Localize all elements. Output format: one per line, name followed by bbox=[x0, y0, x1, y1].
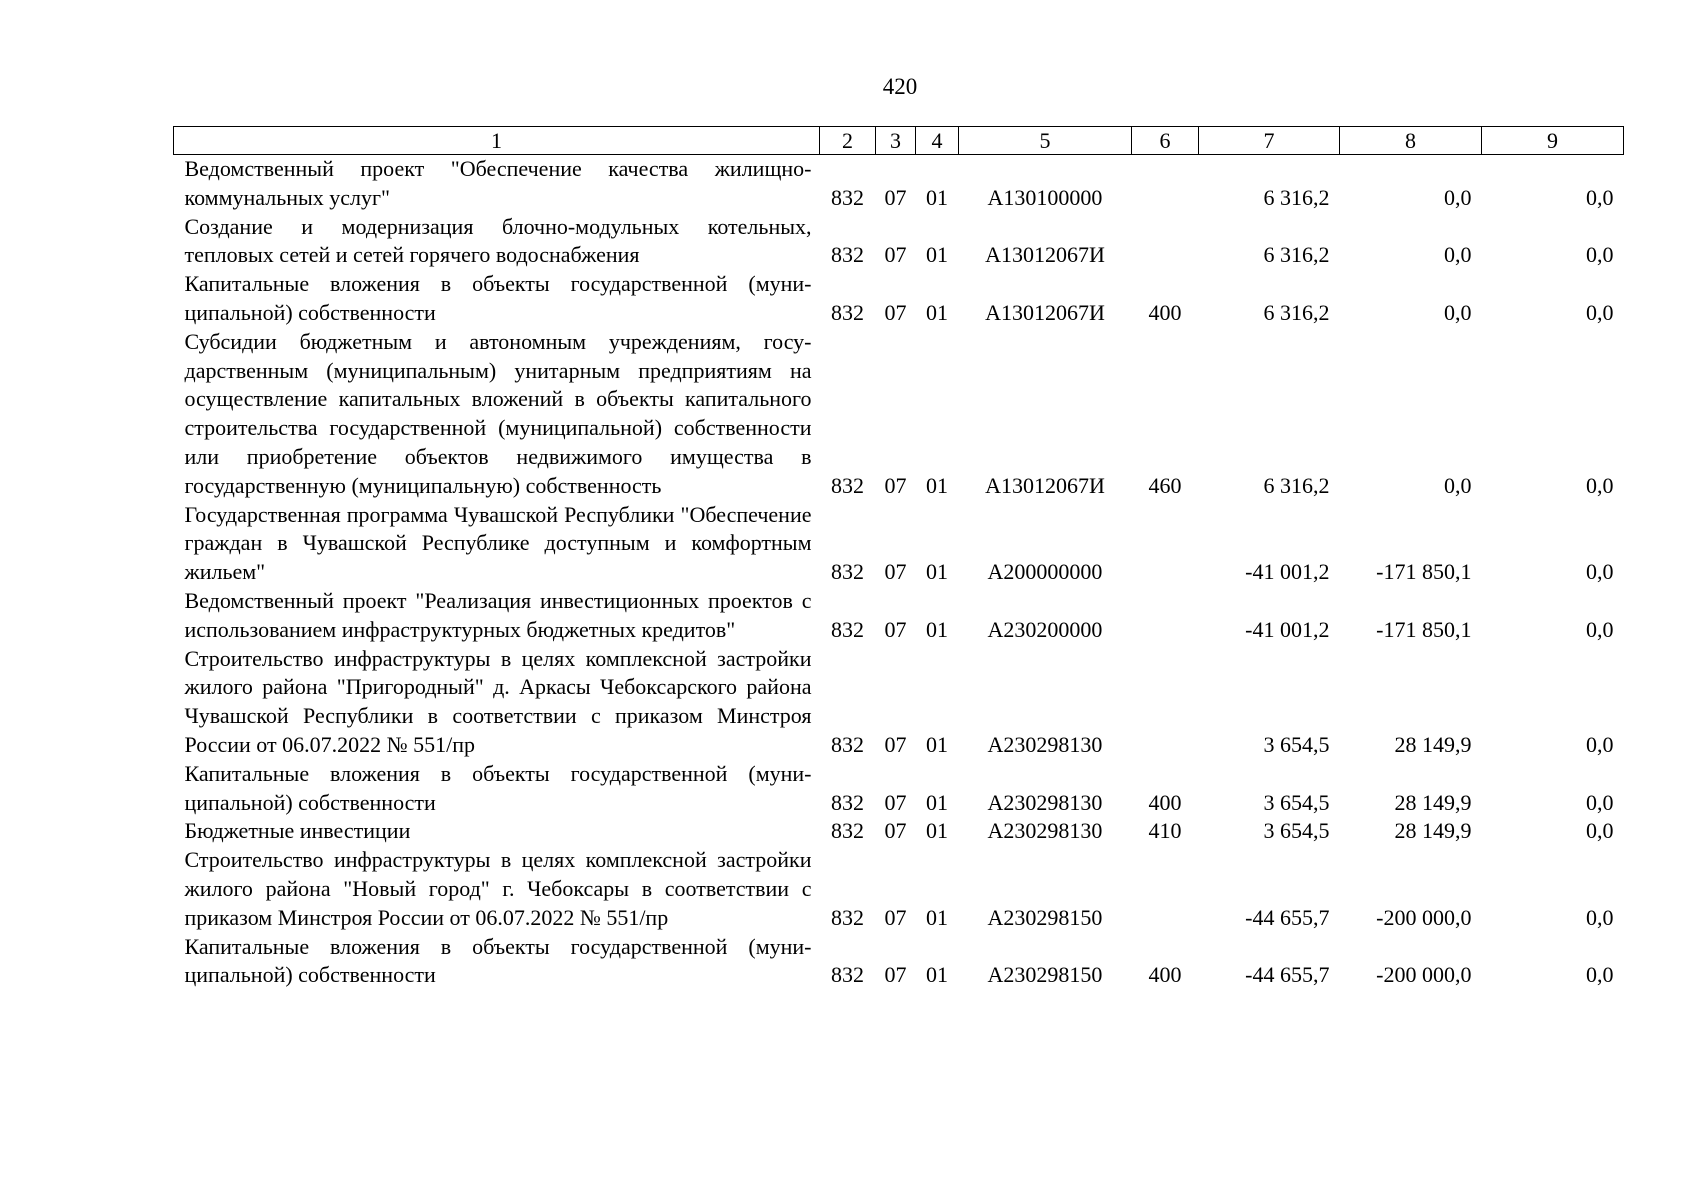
header-col-3: 3 bbox=[876, 127, 916, 155]
row-section-code: 07 bbox=[884, 559, 907, 585]
row-amount-col-7: -41 001,2 bbox=[1245, 616, 1330, 642]
row-amount-col-9: 0,0 bbox=[1586, 242, 1614, 268]
row-section-code: 07 bbox=[884, 962, 907, 988]
row-grbs-code: 832 bbox=[831, 731, 864, 757]
row-target-article-code: А230298150 bbox=[987, 904, 1103, 930]
row-amount-col-7: 6 316,2 bbox=[1263, 184, 1330, 210]
row-grbs-code: 832 bbox=[831, 818, 864, 844]
header-col-9: 9 bbox=[1482, 127, 1624, 155]
row-name: Государственная программа Чувашской Республики "Обеспечение граждан в Чувашской Республике доступным и комфортным жильем" bbox=[184, 501, 812, 585]
row-subsection-code: 01 bbox=[926, 904, 948, 930]
row-grbs-code: 832 bbox=[831, 904, 864, 930]
row-section-code: 07 bbox=[884, 616, 907, 642]
row-amount-col-8: 0,0 bbox=[1444, 472, 1472, 498]
row-subsection-code: 01 bbox=[926, 299, 948, 325]
row-expense-type-code bbox=[1132, 155, 1199, 213]
row-section-code: 07 bbox=[884, 731, 907, 757]
row-section-code: 07 bbox=[884, 472, 907, 498]
table-row bbox=[174, 817, 1624, 846]
row-name: Ведомственный проект "Реализация инвестиционных проектов с использованием инфраструктурных бюджетных кредитов" bbox=[184, 587, 812, 642]
row-subsection-code: 01 bbox=[926, 242, 948, 268]
row-expense-type-code: 460 bbox=[1148, 472, 1182, 498]
row-amount-col-7: 6 316,2 bbox=[1263, 472, 1330, 498]
row-subsection-code: 01 bbox=[926, 472, 948, 498]
row-name: Бюджетные инвестиции bbox=[184, 818, 411, 844]
row-section-code: 07 bbox=[884, 904, 907, 930]
row-target-article-code: А13012067И bbox=[985, 472, 1105, 498]
row-amount-col-9: 0,0 bbox=[1586, 904, 1614, 930]
row-amount-col-9: 0,0 bbox=[1586, 616, 1614, 642]
row-grbs-code: 832 bbox=[831, 559, 864, 585]
row-section-code: 07 bbox=[884, 242, 907, 268]
row-name: Капитальные вложения в объекты государственной (муниципальной) собственности bbox=[184, 760, 812, 815]
row-target-article-code: А230298130 bbox=[987, 818, 1103, 844]
header-col-7: 7 bbox=[1199, 127, 1340, 155]
row-subsection-code: 01 bbox=[926, 962, 948, 988]
row-amount-col-8: -200 000,0 bbox=[1376, 962, 1472, 988]
row-amount-col-7: -41 001,2 bbox=[1245, 559, 1330, 585]
row-amount-col-8: 28 149,9 bbox=[1394, 731, 1472, 757]
row-target-article-code: А230298130 bbox=[987, 731, 1103, 757]
row-amount-col-9: 0,0 bbox=[1586, 731, 1614, 757]
header-col-8: 8 bbox=[1340, 127, 1482, 155]
row-amount-col-9: 0,0 bbox=[1586, 962, 1614, 988]
table-row bbox=[174, 328, 1624, 501]
row-name: Капитальные вложения в объекты государственной (муниципальной) собственности bbox=[184, 271, 812, 325]
row-amount-col-9: 0,0 bbox=[1586, 818, 1614, 844]
row-grbs-code: 832 bbox=[831, 184, 864, 210]
row-amount-col-9: 0,0 bbox=[1586, 472, 1614, 498]
header-col-6: 6 bbox=[1132, 127, 1199, 155]
row-name: Ведомственный проект "Обеспечение качества жилищно-коммунальных услуг" bbox=[184, 156, 812, 210]
row-amount-col-7: 6 316,2 bbox=[1263, 242, 1330, 268]
row-amount-col-7: 3 654,5 bbox=[1263, 789, 1330, 815]
table-row bbox=[174, 933, 1624, 991]
row-target-article-code: А13012067И bbox=[985, 299, 1105, 325]
row-target-article-code: А230200000 bbox=[987, 616, 1103, 642]
row-subsection-code: 01 bbox=[926, 616, 948, 642]
row-amount-col-7: 3 654,5 bbox=[1263, 818, 1330, 844]
row-expense-type-code: 400 bbox=[1148, 962, 1182, 988]
row-expense-type-code bbox=[1132, 213, 1199, 271]
row-amount-col-7: -44 655,7 bbox=[1245, 904, 1330, 930]
row-subsection-code: 01 bbox=[926, 818, 948, 844]
row-section-code: 07 bbox=[884, 184, 907, 210]
table-row bbox=[174, 760, 1624, 818]
row-target-article-code: А130100000 bbox=[987, 184, 1103, 210]
row-target-article-code: А200000000 bbox=[987, 559, 1103, 585]
row-expense-type-code bbox=[1132, 501, 1199, 587]
table-header bbox=[174, 127, 1624, 155]
row-grbs-code: 832 bbox=[831, 616, 864, 642]
row-amount-col-9: 0,0 bbox=[1586, 789, 1614, 815]
table-row bbox=[174, 846, 1624, 932]
row-grbs-code: 832 bbox=[831, 242, 864, 268]
row-amount-col-8: -200 000,0 bbox=[1376, 904, 1472, 930]
page-number: 420 bbox=[882, 74, 918, 99]
row-name: Субсидии бюджетным и автономным учреждениям, государственным (муниципальным) унитарным предприятиям на осуществление капитальных вложений в объекты капитального строительства государственной (муниципальной) собственности или приобретение объектов недвижимого имущества в государственную (муниципальную) собственность bbox=[184, 328, 812, 498]
row-target-article-code: А13012067И bbox=[985, 242, 1105, 268]
row-amount-col-7: 3 654,5 bbox=[1263, 731, 1330, 757]
budget-table bbox=[173, 126, 1624, 990]
row-section-code: 07 bbox=[884, 818, 907, 844]
row-amount-col-8: 0,0 bbox=[1444, 242, 1472, 268]
header-col-5: 5 bbox=[959, 127, 1132, 155]
table-row bbox=[174, 213, 1624, 271]
header-col-1: 1 bbox=[174, 127, 820, 155]
row-amount-col-9: 0,0 bbox=[1586, 184, 1614, 210]
row-grbs-code: 832 bbox=[831, 789, 864, 815]
table-body bbox=[174, 155, 1624, 991]
row-amount-col-8: 28 149,9 bbox=[1394, 818, 1472, 844]
row-amount-col-8: 0,0 bbox=[1444, 299, 1472, 325]
row-target-article-code: А230298150 bbox=[987, 962, 1103, 988]
header-col-4: 4 bbox=[916, 127, 959, 155]
row-expense-type-code bbox=[1132, 645, 1199, 760]
row-amount-col-8: -171 850,1 bbox=[1376, 559, 1472, 585]
row-amount-col-7: -44 655,7 bbox=[1245, 962, 1330, 988]
row-name: Капитальные вложения в объекты государственной (муниципальной) собственности bbox=[184, 933, 812, 988]
row-expense-type-code bbox=[1132, 587, 1199, 645]
row-subsection-code: 01 bbox=[926, 731, 948, 757]
row-amount-col-9: 0,0 bbox=[1586, 559, 1614, 585]
row-section-code: 07 bbox=[884, 789, 907, 815]
row-amount-col-8: 0,0 bbox=[1444, 184, 1472, 210]
row-subsection-code: 01 bbox=[926, 184, 948, 210]
row-expense-type-code bbox=[1132, 846, 1199, 932]
row-name: Строительство инфраструктуры в целях комплексной застройки жилого района "Новый город" г. Чебоксары в соответствии с приказом Минстроя России от 06.07.2022 № 551/пр bbox=[184, 847, 812, 930]
row-grbs-code: 832 bbox=[831, 962, 864, 988]
table-row bbox=[174, 155, 1624, 213]
row-expense-type-code: 400 bbox=[1148, 299, 1182, 325]
row-name: Создание и модернизация блочно-модульных котельных, тепловых сетей и сетей горячего водоснабжения bbox=[184, 213, 812, 268]
table-row bbox=[174, 270, 1624, 328]
table-row bbox=[174, 645, 1624, 760]
header-row bbox=[174, 127, 1624, 155]
row-target-article-code: А230298130 bbox=[987, 789, 1103, 815]
row-grbs-code: 832 bbox=[831, 299, 864, 325]
row-expense-type-code: 400 bbox=[1148, 789, 1182, 815]
row-grbs-code: 832 bbox=[831, 472, 864, 498]
table-row bbox=[174, 501, 1624, 587]
row-section-code: 07 bbox=[884, 299, 907, 325]
row-name: Строительство инфраструктуры в целях комплексной застройки жилого района "Пригородный" д. Аркасы Чебоксарского района Чувашской Республики в соответствии с приказом Минстроя России от 06.07.2022 № 551/пр bbox=[184, 645, 812, 757]
table-row bbox=[174, 587, 1624, 645]
row-amount-col-8: 28 149,9 bbox=[1394, 789, 1472, 815]
row-subsection-code: 01 bbox=[926, 559, 948, 585]
row-subsection-code: 01 bbox=[926, 789, 948, 815]
row-amount-col-9: 0,0 bbox=[1586, 299, 1614, 325]
header-col-2: 2 bbox=[820, 127, 876, 155]
row-expense-type-code: 410 bbox=[1148, 818, 1182, 844]
row-amount-col-7: 6 316,2 bbox=[1263, 299, 1330, 325]
row-amount-col-8: -171 850,1 bbox=[1376, 616, 1472, 642]
